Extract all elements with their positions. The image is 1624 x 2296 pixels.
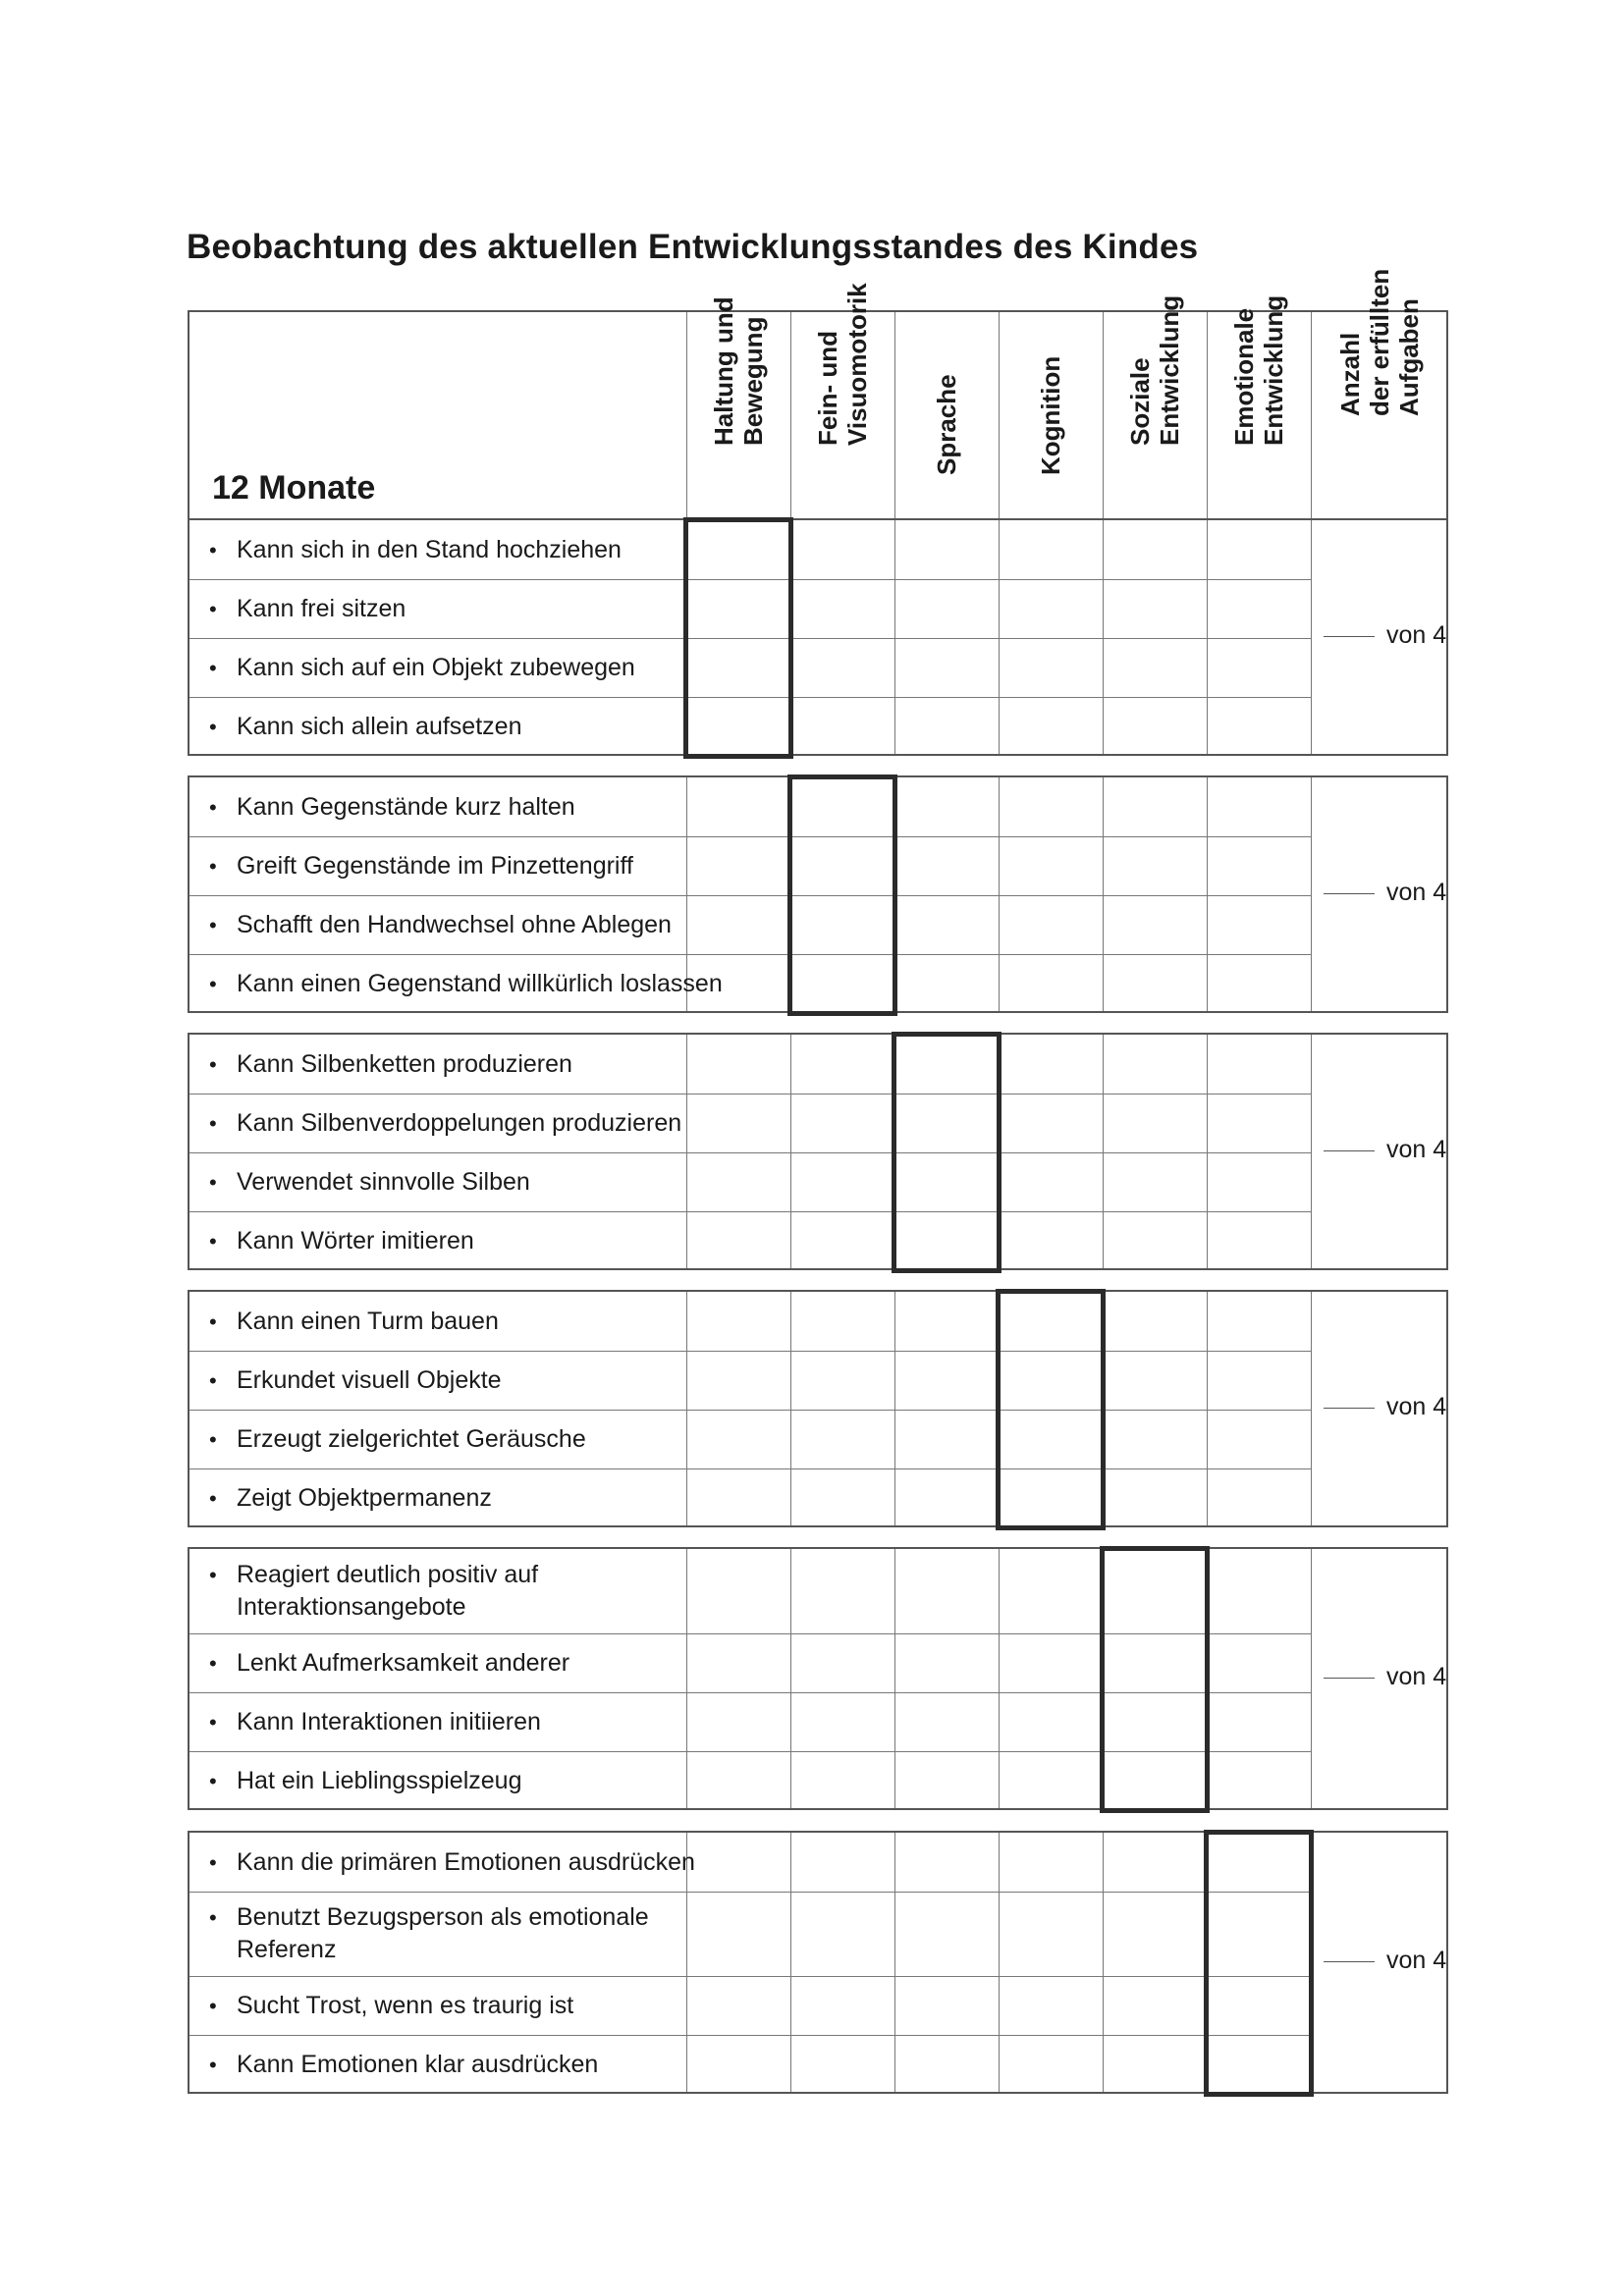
check-cell-haltung[interactable] — [687, 836, 790, 895]
item-label — [209, 711, 521, 743]
check-cell-kognition[interactable] — [1000, 2035, 1103, 2094]
section-table-soziale — [188, 1547, 1448, 1810]
check-cell-feinmotorik[interactable] — [791, 1692, 894, 1751]
check-cell-feinmotorik[interactable] — [791, 697, 894, 756]
item-label — [209, 909, 672, 941]
check-cell-soziale[interactable] — [1104, 520, 1207, 579]
check-cell-sprache[interactable] — [895, 895, 999, 954]
check-cell-haltung[interactable] — [687, 1094, 790, 1152]
bullet-icon: • — [209, 912, 217, 937]
check-cell-haltung[interactable] — [687, 1211, 790, 1270]
column-header-haltung: Haltung und Bewegung — [709, 296, 768, 446]
item-label — [209, 1647, 569, 1680]
check-cell-sprache[interactable] — [895, 1833, 999, 1892]
item-label — [209, 1166, 530, 1199]
highlight-box-soziale — [1100, 1546, 1210, 1813]
bullet-icon: • — [209, 853, 217, 879]
score-suffix: von 4 — [1386, 1136, 1447, 1163]
item-text: Kann einen Turm bauen — [237, 1307, 499, 1335]
check-cell-haltung[interactable] — [687, 954, 790, 1013]
score-field[interactable] — [1324, 1947, 1446, 1975]
bullet-icon: • — [209, 1051, 217, 1077]
check-cell-haltung[interactable] — [687, 777, 790, 836]
check-cell-haltung[interactable] — [687, 1751, 790, 1810]
check-cell-feinmotorik[interactable] — [791, 1152, 894, 1211]
score-blank-input[interactable] — [1324, 1677, 1375, 1679]
bullet-icon: • — [209, 1485, 217, 1511]
check-cell-kognition[interactable] — [1000, 1892, 1103, 1976]
highlight-box-sprache — [892, 1032, 1001, 1273]
check-cell-sprache[interactable] — [895, 1633, 999, 1692]
check-cell-haltung[interactable] — [687, 1833, 790, 1892]
check-cell-soziale[interactable] — [1104, 2035, 1207, 2094]
check-cell-feinmotorik[interactable] — [791, 1035, 894, 1094]
item-text: Schafft den Handwechsel ohne Ablegen — [237, 910, 672, 938]
check-cell-feinmotorik[interactable] — [791, 1633, 894, 1692]
item-text: Kann Silbenverdoppelungen produzieren — [237, 1108, 682, 1137]
check-cell-emotionale[interactable] — [1208, 1351, 1311, 1410]
check-cell-emotionale[interactable] — [1208, 697, 1311, 756]
item-label — [209, 791, 575, 824]
check-cell-soziale[interactable] — [1104, 579, 1207, 638]
column-header-emotionale: Emotionale Entwicklung — [1229, 294, 1288, 446]
item-text: Greift Gegenstände im Pinzettengriff — [237, 851, 633, 880]
check-cell-haltung[interactable] — [687, 2035, 790, 2094]
item-text: Kann sich in den Stand hochziehen — [237, 535, 622, 563]
check-cell-sprache[interactable] — [895, 954, 999, 1013]
check-cell-feinmotorik[interactable] — [791, 1976, 894, 2035]
bullet-icon: • — [209, 1367, 217, 1393]
check-cell-kognition[interactable] — [1000, 1833, 1103, 1892]
item-label — [209, 1306, 499, 1338]
bullet-icon: • — [209, 655, 217, 680]
check-cell-kognition[interactable] — [1000, 954, 1103, 1013]
check-cell-soziale[interactable] — [1104, 1152, 1207, 1211]
check-cell-feinmotorik[interactable] — [791, 1094, 894, 1152]
check-cell-emotionale[interactable] — [1208, 1094, 1311, 1152]
check-cell-feinmotorik[interactable] — [791, 1211, 894, 1270]
item-label — [209, 2049, 598, 2081]
item-text: Kann einen Gegenstand willkürlich loslassen — [237, 969, 723, 997]
check-cell-kognition[interactable] — [1000, 520, 1103, 579]
item-label — [209, 652, 635, 684]
check-cell-feinmotorik[interactable] — [791, 1292, 894, 1351]
item-text: Kann sich auf ein Objekt zubewegen — [237, 653, 635, 681]
check-cell-haltung[interactable] — [687, 1292, 790, 1351]
item-text: Lenkt Aufmerksamkeit anderer — [237, 1648, 570, 1677]
score-suffix: von 4 — [1386, 1663, 1447, 1690]
score-blank-input[interactable] — [1324, 635, 1375, 637]
check-cell-sprache[interactable] — [895, 2035, 999, 2094]
check-cell-emotionale[interactable] — [1208, 895, 1311, 954]
score-field[interactable] — [1324, 621, 1446, 650]
score-field[interactable] — [1324, 1663, 1446, 1691]
item-label — [209, 1048, 572, 1081]
score-suffix: von 4 — [1386, 879, 1447, 906]
check-cell-sprache[interactable] — [895, 1549, 999, 1633]
highlight-box-feinmotorik — [787, 774, 897, 1016]
check-cell-kognition[interactable] — [1000, 777, 1103, 836]
bullet-icon: • — [209, 794, 217, 820]
check-cell-kognition[interactable] — [1000, 638, 1103, 697]
check-cell-haltung[interactable] — [687, 1549, 790, 1633]
check-cell-sprache[interactable] — [895, 777, 999, 836]
check-cell-feinmotorik[interactable] — [791, 579, 894, 638]
item-label — [209, 1706, 541, 1738]
section-table-kognition — [188, 1290, 1448, 1527]
check-cell-sprache[interactable] — [895, 1892, 999, 1976]
score-blank-input[interactable] — [1324, 1960, 1375, 1962]
bullet-icon: • — [209, 1905, 217, 1930]
check-cell-haltung[interactable] — [687, 1633, 790, 1692]
check-cell-sprache[interactable] — [895, 1751, 999, 1810]
check-cell-emotionale[interactable] — [1208, 954, 1311, 1013]
check-cell-kognition[interactable] — [1000, 1152, 1103, 1211]
header-table — [188, 268, 1448, 520]
check-cell-haltung[interactable] — [687, 1892, 790, 1976]
score-blank-input[interactable] — [1324, 892, 1375, 894]
check-cell-feinmotorik[interactable] — [791, 1751, 894, 1810]
item-label — [209, 1559, 538, 1624]
check-cell-kognition[interactable] — [1000, 1549, 1103, 1633]
item-text: Sucht Trost, wenn es traurig ist — [237, 1991, 574, 2019]
check-cell-kognition[interactable] — [1000, 697, 1103, 756]
check-cell-soziale[interactable] — [1104, 697, 1207, 756]
check-cell-sprache[interactable] — [895, 1410, 999, 1468]
item-label — [209, 1225, 474, 1257]
item-label — [209, 850, 633, 882]
check-cell-emotionale[interactable] — [1208, 1292, 1311, 1351]
check-cell-soziale[interactable] — [1104, 1035, 1207, 1094]
check-cell-soziale[interactable] — [1104, 1976, 1207, 2035]
check-cell-haltung[interactable] — [687, 1976, 790, 2035]
check-cell-feinmotorik[interactable] — [791, 1549, 894, 1633]
column-header-kognition: Kognition — [1036, 355, 1065, 475]
check-cell-feinmotorik[interactable] — [791, 638, 894, 697]
check-cell-sprache[interactable] — [895, 1692, 999, 1751]
item-label — [209, 534, 622, 566]
check-cell-kognition[interactable] — [1000, 836, 1103, 895]
check-cell-sprache[interactable] — [895, 520, 999, 579]
check-cell-kognition[interactable] — [1000, 1094, 1103, 1152]
column-header-soziale: Soziale Entwicklung — [1125, 294, 1184, 446]
score-field[interactable] — [1324, 879, 1446, 907]
check-cell-haltung[interactable] — [687, 1410, 790, 1468]
check-cell-soziale[interactable] — [1104, 777, 1207, 836]
check-cell-kognition[interactable] — [1000, 1633, 1103, 1692]
score-suffix: von 4 — [1386, 621, 1447, 649]
bullet-icon: • — [209, 1426, 217, 1452]
highlight-box-haltung — [683, 517, 793, 759]
check-cell-emotionale[interactable] — [1208, 1751, 1311, 1810]
check-cell-emotionale[interactable] — [1208, 1152, 1311, 1211]
check-cell-haltung[interactable] — [687, 1035, 790, 1094]
check-cell-emotionale[interactable] — [1208, 1633, 1311, 1692]
check-cell-feinmotorik[interactable] — [791, 1892, 894, 1976]
check-cell-emotionale[interactable] — [1208, 579, 1311, 638]
check-cell-sprache[interactable] — [895, 1468, 999, 1527]
item-label — [209, 1846, 695, 1879]
item-text: Hat ein Lieblingsspielzeug — [237, 1766, 522, 1794]
score-field[interactable] — [1324, 1393, 1446, 1421]
item-text: Kann Emotionen klar ausdrücken — [237, 2050, 599, 2078]
item-text: Kann frei sitzen — [237, 594, 406, 622]
check-cell-sprache[interactable] — [895, 1292, 999, 1351]
check-cell-emotionale[interactable] — [1208, 1692, 1311, 1751]
check-cell-haltung[interactable] — [687, 895, 790, 954]
score-suffix: von 4 — [1386, 1947, 1447, 1974]
item-label — [209, 593, 406, 625]
item-label — [209, 1901, 649, 1966]
check-cell-sprache[interactable] — [895, 697, 999, 756]
bullet-icon: • — [209, 1709, 217, 1735]
check-cell-feinmotorik[interactable] — [791, 1833, 894, 1892]
check-cell-kognition[interactable] — [1000, 1035, 1103, 1094]
check-cell-kognition[interactable] — [1000, 895, 1103, 954]
check-cell-emotionale[interactable] — [1208, 1468, 1311, 1527]
item-text: Kann die primären Emotionen ausdrücken — [237, 1847, 695, 1876]
check-cell-emotionale[interactable] — [1208, 520, 1311, 579]
check-cell-kognition[interactable] — [1000, 1692, 1103, 1751]
check-cell-sprache[interactable] — [895, 579, 999, 638]
bullet-icon: • — [209, 1849, 217, 1875]
check-cell-soziale[interactable] — [1104, 1892, 1207, 1976]
bullet-icon: • — [209, 1993, 217, 2018]
check-cell-soziale[interactable] — [1104, 638, 1207, 697]
check-cell-feinmotorik[interactable] — [791, 2035, 894, 2094]
check-cell-kognition[interactable] — [1000, 1211, 1103, 1270]
column-header-anzahl: Anzahl der erfüllten Aufgaben — [1335, 268, 1424, 416]
check-cell-soziale[interactable] — [1104, 1292, 1207, 1351]
check-cell-feinmotorik[interactable] — [791, 1410, 894, 1468]
check-cell-soziale[interactable] — [1104, 1094, 1207, 1152]
check-cell-emotionale[interactable] — [1208, 1549, 1311, 1633]
check-cell-sprache[interactable] — [895, 1976, 999, 2035]
check-cell-soziale[interactable] — [1104, 836, 1207, 895]
check-cell-emotionale[interactable] — [1208, 836, 1311, 895]
check-cell-sprache[interactable] — [895, 1351, 999, 1410]
bullet-icon: • — [209, 1308, 217, 1334]
bullet-icon: • — [209, 537, 217, 562]
item-text: Zeigt Objektpermanenz — [237, 1483, 492, 1512]
score-suffix: von 4 — [1386, 1393, 1447, 1420]
check-cell-soziale[interactable] — [1104, 1410, 1207, 1468]
highlight-box-emotionale — [1204, 1830, 1314, 2097]
page-title: Beobachtung des aktuellen Entwicklungsstandes des Kindes — [187, 228, 1199, 266]
check-cell-soziale[interactable] — [1104, 1211, 1207, 1270]
item-label — [209, 1423, 586, 1456]
item-text: Erkundet visuell Objekte — [237, 1365, 502, 1394]
section-table-sprache — [188, 1033, 1448, 1270]
check-cell-sprache[interactable] — [895, 638, 999, 697]
item-label — [209, 1107, 681, 1140]
item-label — [209, 1482, 492, 1515]
item-text: Verwendet sinnvolle Silben — [237, 1167, 530, 1196]
check-cell-haltung[interactable] — [687, 1468, 790, 1527]
bullet-icon: • — [209, 1110, 217, 1136]
item-label — [209, 1990, 573, 2022]
check-cell-emotionale[interactable] — [1208, 1211, 1311, 1270]
check-cell-soziale[interactable] — [1104, 1468, 1207, 1527]
column-header-feinmotorik: Fein- und Visuomotorik — [813, 283, 872, 446]
bullet-icon: • — [209, 971, 217, 996]
item-label — [209, 1765, 521, 1797]
check-cell-feinmotorik[interactable] — [791, 1468, 894, 1527]
item-text: Benutzt Bezugsperson als emotionale Referenz — [237, 1903, 649, 1963]
check-cell-feinmotorik[interactable] — [791, 520, 894, 579]
check-cell-kognition[interactable] — [1000, 579, 1103, 638]
check-cell-emotionale[interactable] — [1208, 777, 1311, 836]
section-table-haltung — [188, 518, 1448, 756]
check-cell-soziale[interactable] — [1104, 1833, 1207, 1892]
check-cell-haltung[interactable] — [687, 1152, 790, 1211]
bullet-icon: • — [209, 596, 217, 621]
score-blank-input[interactable] — [1324, 1407, 1375, 1409]
item-text: Erzeugt zielgerichtet Geräusche — [237, 1424, 586, 1453]
check-cell-haltung[interactable] — [687, 1351, 790, 1410]
bullet-icon: • — [209, 1768, 217, 1793]
item-text: Kann Gegenstände kurz halten — [237, 792, 575, 821]
highlight-box-kognition — [996, 1289, 1106, 1530]
section-table-feinmotorik — [188, 775, 1448, 1013]
score-field[interactable] — [1324, 1136, 1446, 1164]
check-cell-feinmotorik[interactable] — [791, 1351, 894, 1410]
item-text: Kann sich allein aufsetzen — [237, 712, 522, 740]
check-cell-soziale[interactable] — [1104, 954, 1207, 1013]
item-label — [209, 1364, 502, 1397]
check-cell-sprache[interactable] — [895, 836, 999, 895]
item-text: Kann Wörter imitieren — [237, 1226, 474, 1255]
bullet-icon: • — [209, 1169, 217, 1195]
item-text: Reagiert deutlich positiv auf Interaktionsangebote — [237, 1561, 539, 1621]
item-label — [209, 968, 723, 1000]
check-cell-kognition[interactable] — [1000, 1976, 1103, 2035]
column-header-sprache: Sprache — [932, 374, 961, 475]
bullet-icon: • — [209, 1228, 217, 1254]
bullet-icon: • — [209, 1563, 217, 1587]
item-text: Kann Interaktionen initiieren — [237, 1707, 541, 1735]
bullet-icon: • — [209, 2052, 217, 2077]
bullet-icon: • — [209, 1650, 217, 1676]
check-cell-kognition[interactable] — [1000, 1751, 1103, 1810]
check-cell-haltung[interactable] — [687, 1692, 790, 1751]
check-cell-emotionale[interactable] — [1208, 638, 1311, 697]
check-cell-soziale[interactable] — [1104, 895, 1207, 954]
age-label: 12 Monate — [212, 469, 376, 507]
check-cell-soziale[interactable] — [1104, 1351, 1207, 1410]
score-blank-input[interactable] — [1324, 1149, 1375, 1151]
section-table-emotionale — [188, 1831, 1448, 2094]
check-cell-emotionale[interactable] — [1208, 1410, 1311, 1468]
item-text: Kann Silbenketten produzieren — [237, 1049, 572, 1078]
bullet-icon: • — [209, 714, 217, 739]
check-cell-emotionale[interactable] — [1208, 1035, 1311, 1094]
